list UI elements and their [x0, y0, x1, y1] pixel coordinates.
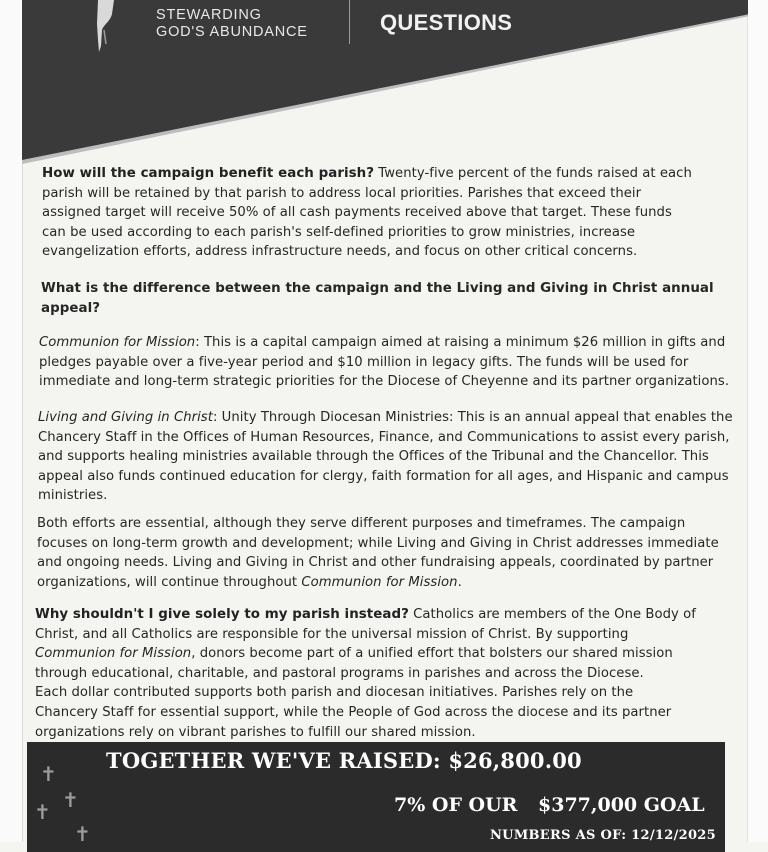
- q3-line: Christ, and all Catholics are responsible for the universal mission of Christ. By supporting: [35, 626, 629, 642]
- living-line: and supports healing ministries available through the Offices of the Tribunal and the Chancellor. This: [38, 449, 709, 465]
- q3-line: Each dollar contributed supports both parish and diocesan initiatives. Parishes rely on the: [35, 685, 634, 701]
- both-last-italic: Communion for Mission: [301, 574, 458, 590]
- numbers-as-of: NUMBERS AS OF: 12/12/2025: [490, 828, 716, 843]
- both-efforts-paragraph: [37, 514, 719, 592]
- q3-block: [35, 605, 696, 742]
- q3-line: through educational, charitable, and pastoral programs in parishes and across the Diocese.: [35, 665, 644, 681]
- goal-percent: 7% OF OUR: [394, 794, 518, 816]
- logo-line-1: STEWARDING: [156, 7, 262, 23]
- q2-question: [41, 279, 714, 318]
- q3-question: Why shouldn't I give solely to my parish instead?: [35, 607, 409, 622]
- q1-answer-line: can be used according to each parish's self-defined priorities to grow ministries, increase: [42, 224, 636, 240]
- q3-text: , donors become part of a unified effort that bolsters our shared mission: [191, 646, 673, 662]
- scan-edge-right: [747, 0, 768, 842]
- living-label: Living and Giving in Christ: [38, 410, 213, 425]
- cross-icon: ✝: [40, 762, 57, 786]
- communion-line: pledges payable over a five-year period and $10 million in legacy gifts. The funds will be used for: [39, 354, 689, 370]
- both-line: focuses on long-term growth and development; while Living and Giving in Christ addresses immediate: [37, 535, 719, 551]
- q1-line-1: [42, 164, 692, 184]
- cross-icon: ✝: [74, 822, 91, 846]
- communion-line: [39, 333, 729, 353]
- q1-block: [42, 164, 692, 262]
- living-line: appeal also funds continued education for clergy, faith formation for all ages, and Hispanic and campus: [38, 468, 729, 484]
- q2-question-line: What is the difference between the campaign and the Living and Giving in Christ annual: [41, 281, 714, 296]
- logo-icon: [92, 0, 120, 52]
- q1-answer-line: evangelization efforts, address infrastructure needs, and focus on other critical concerns.: [42, 244, 638, 260]
- living-line: [38, 408, 733, 428]
- both-line: Both efforts are essential, although they serve different purposes and timeframes. The campaign: [37, 516, 686, 531]
- communion-line: immediate and long-term strategic priorities for the Diocese of Cheyenne and its partner organizations.: [39, 374, 730, 390]
- cross-icon: ✝: [62, 788, 79, 812]
- living-giving-paragraph: [38, 408, 733, 506]
- q3-line: Chancery Staff for essential support, while the People of God across the diocese and its partner: [35, 704, 672, 720]
- both-last-suffix: .: [457, 574, 462, 590]
- both-last-prefix: organizations, will continue throughout: [37, 574, 302, 590]
- goal-amount: $377,000 GOAL: [538, 794, 705, 816]
- living-text: : Unity Through Diocesan Ministries: This is an annual appeal that enables the: [212, 410, 733, 425]
- page-title: QUESTIONS: [380, 10, 513, 35]
- living-line: ministries.: [38, 488, 108, 504]
- q3-italic: Communion for Mission: [35, 646, 192, 662]
- logo-wordmark: [156, 7, 308, 41]
- raised-total: TOGETHER WE'VE RAISED: $26,800.00: [106, 748, 582, 773]
- communion-paragraph: [39, 333, 729, 392]
- communion-text: : This is a capital campaign aimed at raising a minimum $26 million in gifts and: [195, 335, 726, 350]
- communion-label: Communion for Mission: [39, 335, 196, 350]
- q3-text: Catholics are members of the One Body of: [408, 607, 696, 622]
- q2-question-line: appeal?: [41, 300, 101, 316]
- logo-line-2: GOD'S ABUNDANCE: [156, 24, 308, 40]
- cross-icon: ✝: [34, 800, 51, 824]
- q1-answer-line: Twenty-five percent of the funds raised at each: [374, 166, 692, 181]
- header-divider: [349, 0, 350, 44]
- q3-line: [35, 605, 696, 625]
- q3-line: [35, 644, 696, 664]
- living-line: Chancery Staff in the Offices of Human Resources, Finance, and Communications to assist every parish,: [38, 429, 730, 445]
- q1-answer-line: assigned target will receive 50% of all cash payments received above that target. These funds: [42, 205, 672, 221]
- scan-edge-left: [0, 0, 23, 842]
- q1-question: How will the campaign benefit each parish?: [42, 166, 375, 181]
- q1-answer-line: parish will be retained by that parish to address local priorities. Parishes that exceed their: [42, 185, 642, 201]
- both-line: and ongoing needs. Living and Giving in Christ and other fundraising appeals, coordinated by partner: [37, 555, 714, 571]
- q3-line: organizations rely on vibrant parishes to fulfill our shared mission.: [35, 724, 476, 740]
- both-line: [37, 573, 719, 593]
